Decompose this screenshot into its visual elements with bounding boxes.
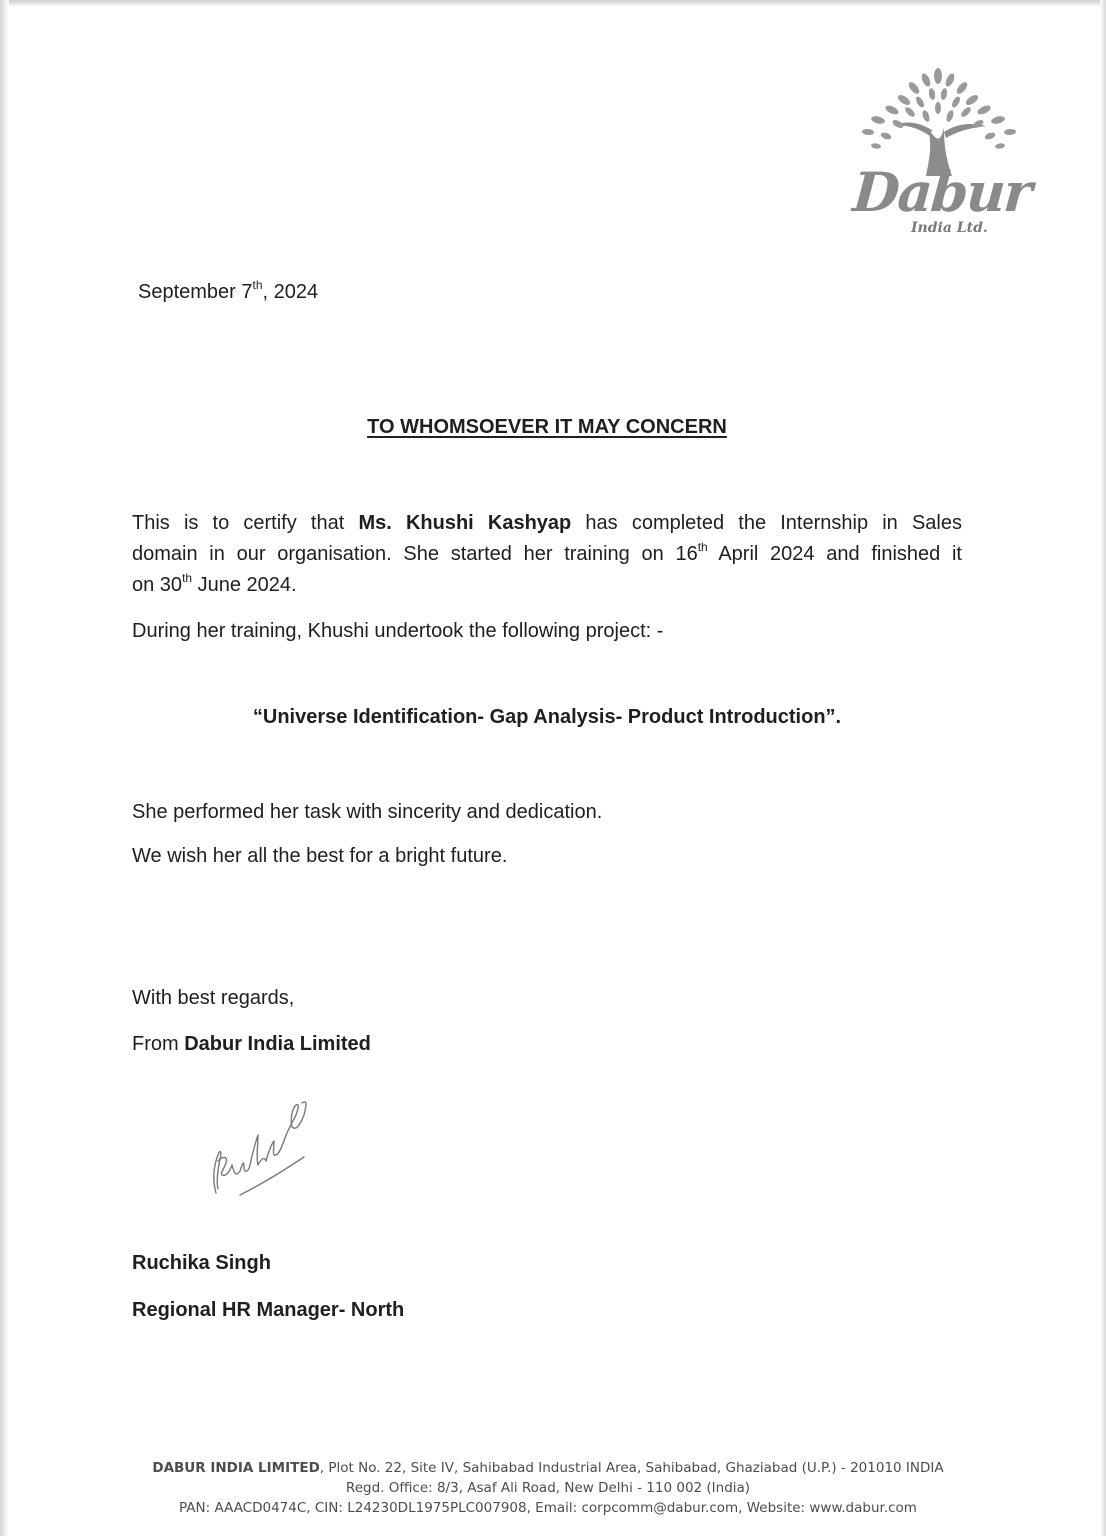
end-date-ordinal: th <box>182 571 193 585</box>
from-company: Dabur India Limited <box>184 1033 371 1055</box>
scan-edge-right <box>1100 0 1106 1536</box>
closing-regards: With best regards, <box>132 987 295 1009</box>
from-line <box>132 1029 371 1059</box>
project-title: “Universe Identification- Gap Analysis- Product Introduction”. <box>252 706 842 728</box>
date-month-day: September 7 <box>138 281 253 303</box>
certificate-paragraph <box>132 508 962 601</box>
signatory-title: Regional HR Manager- North <box>132 1299 405 1321</box>
start-date-ordinal: th <box>697 540 708 554</box>
logo-subtitle: India Ltd. <box>911 220 988 236</box>
date-ordinal: th <box>252 278 263 292</box>
scan-edge-left <box>0 0 9 1536</box>
certificate-line-2 <box>132 539 962 570</box>
certificate-line-2b: April 2024 and finished it <box>707 543 962 565</box>
from-label: From <box>132 1033 185 1055</box>
wish-line: We wish her all the best for a bright future. <box>132 845 508 867</box>
letterhead-footer <box>0 1458 1096 1518</box>
footer-regd-office: Regd. Office: 8/3, Asaf Ali Road, New Delhi - 110 002 (India) <box>345 1480 751 1496</box>
intern-name: Ms. Khushi Kashyap <box>358 512 572 534</box>
footer-ids: PAN: AAACD0474C, CIN: L24230DL1975PLC007908, Email: corpcomm@dabur.com, Website: www.dabur.com <box>179 1500 917 1516</box>
scan-edge-top <box>0 0 1106 7</box>
signatory-name: Ruchika Singh <box>132 1252 271 1274</box>
handwritten-signature <box>200 1085 320 1205</box>
letter-heading: TO WHOMSOEVER IT MAY CONCERN <box>367 416 727 438</box>
footer-address-line <box>0 1458 1096 1478</box>
dabur-logo-text <box>850 160 1033 240</box>
training-line: During her training, Khushi undertook the following project: - <box>132 620 664 642</box>
logo-brand-name: Dabur <box>850 160 1033 224</box>
certificate-line-3a: on 30 <box>132 574 183 596</box>
certificate-line-3 <box>132 570 962 601</box>
date-year: , 2024 <box>262 281 319 303</box>
certificate-line-2a: domain in our organisation. She started her training on 16 <box>132 543 698 565</box>
certificate-line-3b: June 2024. <box>192 574 297 596</box>
certificate-line-1-rest: has completed the Internship in Sales <box>571 512 962 534</box>
certificate-intro: This is to certify that <box>132 512 359 534</box>
remark-line: She performed her task with sincerity and dedication. <box>132 801 603 823</box>
certificate-line-1 <box>132 508 962 539</box>
footer-company: DABUR INDIA LIMITED <box>152 1460 320 1476</box>
letter-date <box>138 277 318 307</box>
footer-address: , Plot No. 22, Site IV, Sahibabad Industrial Area, Sahibabad, Ghaziabad (U.P.) - 201010 INDIA <box>319 1460 944 1476</box>
